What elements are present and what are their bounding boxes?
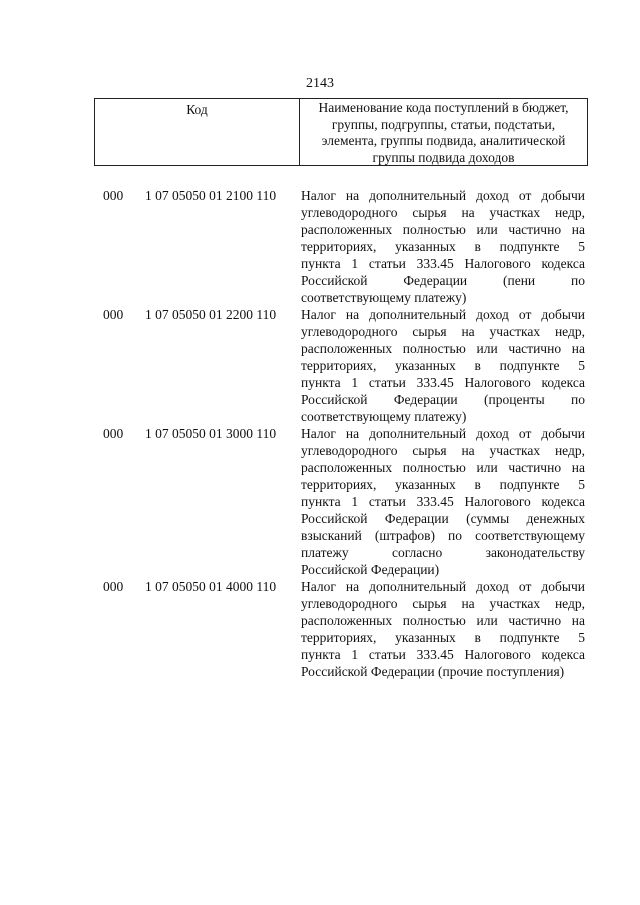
description-line: пункта 1 статьи 333.45 Налогового кодекса [301, 494, 585, 509]
row-prefix: 000 [103, 579, 124, 594]
description-line: территориях, указанных в подпункте 5 [301, 358, 585, 373]
description-line: Налог на дополнительный доход от добычи [301, 307, 585, 322]
description-line: пункта 1 статьи 333.45 Налогового кодекса [301, 256, 585, 271]
row-description [301, 187, 585, 306]
row-prefix: 000 [103, 426, 124, 441]
description-line: расположенных полностью или частично на [301, 341, 585, 356]
row-prefix: 000 [103, 188, 124, 203]
description-line: углеводородного сырья на участках недр, [301, 205, 585, 220]
description-line: углеводородного сырья на участках недр, [301, 443, 585, 458]
description-line: территориях, указанных в подпункте 5 [301, 239, 585, 254]
code-rows [0, 187, 640, 680]
row-code: 1 07 05050 01 2200 110 [145, 307, 277, 322]
description-line: Налог на дополнительный доход от добычи [301, 188, 585, 203]
description-line: взысканий (штрафов) по соответствующему [301, 528, 585, 543]
description-line: Налог на дополнительный доход от добычи [301, 579, 585, 594]
description-line: соответствующему платежу) [301, 290, 467, 305]
row-description [301, 578, 585, 680]
description-line: Российской Федерации (суммы денежных [301, 511, 585, 526]
row-prefix: 000 [103, 307, 124, 322]
table-header [94, 98, 588, 166]
table-row [0, 306, 640, 425]
table-row [0, 425, 640, 578]
description-line: Российской Федерации (пени по [301, 273, 585, 288]
description-line: пункта 1 статьи 333.45 Налогового кодекса [301, 375, 585, 390]
description-line: Российской Федерации (проценты по [301, 392, 585, 407]
description-line: территориях, указанных в подпункте 5 [301, 477, 585, 492]
row-code: 1 07 05050 01 4000 110 [145, 579, 277, 594]
row-description [301, 306, 585, 425]
description-line: углеводородного сырья на участках недр, [301, 324, 585, 339]
description-line: расположенных полностью или частично на [301, 613, 585, 628]
description-line: соответствующему платежу) [301, 409, 467, 424]
page-number: 2143 [306, 76, 334, 91]
row-description [301, 425, 585, 578]
table-row [0, 187, 640, 306]
description-line: расположенных полностью или частично на [301, 460, 585, 475]
description-line: углеводородного сырья на участках недр, [301, 596, 585, 611]
header-name-label: Наименование кода поступлений в бюджет, группы, подгруппы, статьи, подстатьи, элемента, группы подвида, аналитической группы подвида доходов [318, 100, 569, 165]
description-line: расположенных полностью или частично на [301, 222, 585, 237]
description-line: Российской Федерации (прочие поступления) [301, 664, 565, 679]
description-line: Российской Федерации) [301, 562, 440, 577]
header-code-label: Код [95, 99, 300, 165]
description-line: Налог на дополнительный доход от добычи [301, 426, 585, 441]
description-line: пункта 1 статьи 333.45 Налогового кодекса [301, 647, 585, 662]
row-code: 1 07 05050 01 3000 110 [145, 426, 277, 441]
table-row [0, 578, 640, 680]
description-line: платежу согласно законодательству [301, 545, 585, 560]
row-code: 1 07 05050 01 2100 110 [145, 188, 277, 203]
description-line: территориях, указанных в подпункте 5 [301, 630, 585, 645]
